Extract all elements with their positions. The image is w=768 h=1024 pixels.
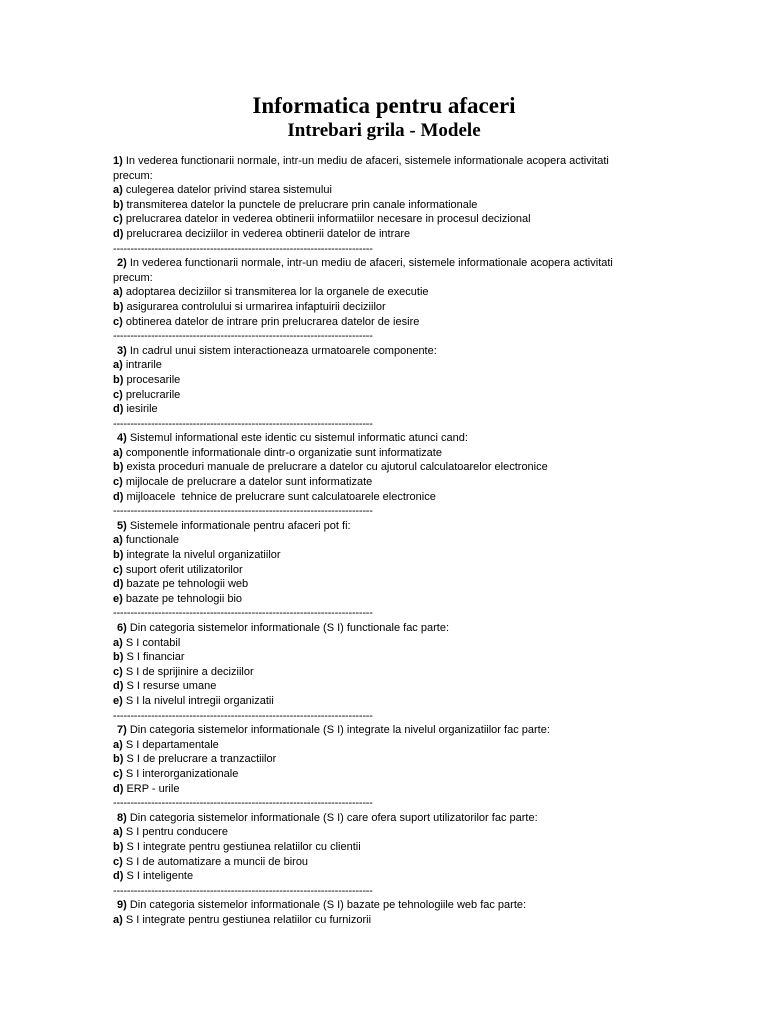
answer-option bbox=[113, 563, 673, 578]
option-letter: b) bbox=[113, 651, 124, 664]
answer-option bbox=[113, 913, 673, 928]
option-letter: c) bbox=[113, 767, 123, 780]
question-text-span: In vederea functionarii normale, intr-un mediu de afaceri, sistemele informationale acopera activitati bbox=[129, 257, 613, 270]
option-letter: a) bbox=[113, 446, 123, 459]
answer-option bbox=[113, 825, 673, 840]
question-4 bbox=[113, 431, 673, 504]
option-text: S I integrate pentru gestiunea relatiilor cu furnizorii bbox=[125, 913, 372, 926]
option-letter: a) bbox=[113, 184, 123, 197]
option-text: mijlocale de prelucrare a datelor sunt informatizate bbox=[125, 476, 373, 489]
option-letter: a) bbox=[113, 738, 123, 751]
question-number: 9) bbox=[117, 899, 127, 912]
option-letter: b) bbox=[113, 840, 124, 853]
question-text bbox=[113, 431, 673, 446]
answer-option bbox=[113, 679, 673, 694]
answer-option bbox=[113, 855, 673, 870]
option-text: S I de prelucrare a tranzactiilor bbox=[126, 753, 277, 766]
question-text-continued bbox=[113, 169, 673, 184]
answer-option bbox=[113, 285, 673, 300]
option-letter: c) bbox=[113, 563, 123, 576]
question-7 bbox=[113, 723, 673, 796]
question-text-span: Din categoria sistemelor informationale (S I) integrate la nivelul organizatiilor fac parte: bbox=[129, 724, 550, 737]
question-list bbox=[113, 154, 673, 927]
question-text-span: precum: bbox=[113, 169, 153, 182]
question-text bbox=[113, 898, 673, 913]
question-6 bbox=[113, 621, 673, 709]
option-letter: b) bbox=[113, 549, 124, 562]
question-text-span: Sistemele informationale pentru afaceri pot fi: bbox=[129, 519, 351, 532]
question-text bbox=[113, 344, 673, 359]
option-text: obtinerea datelor de intrare prin prelucrarea datelor de iesire bbox=[125, 315, 420, 328]
document-subtitle: Intrebari grila - Modele bbox=[287, 120, 481, 141]
option-text: S I de sprijinire a deciziilor bbox=[125, 665, 254, 678]
document-title: Informatica pentru afaceri bbox=[252, 93, 516, 118]
option-text: S I la nivelul intregii organizatii bbox=[125, 694, 274, 707]
question-text-span: Sistemul informational este identic cu sistemul informatic atunci cand: bbox=[129, 432, 468, 445]
option-text: S I departamentale bbox=[125, 738, 219, 751]
question-text-span: In cadrul unui sistem interactioneaza urmatoarele componente: bbox=[129, 344, 437, 357]
answer-option bbox=[113, 227, 673, 242]
option-letter: d) bbox=[113, 680, 124, 693]
answer-option bbox=[113, 767, 673, 782]
option-text: S I interorganizationale bbox=[125, 767, 239, 780]
option-letter: c) bbox=[113, 388, 123, 401]
question-2 bbox=[113, 256, 673, 329]
answer-option bbox=[113, 315, 673, 330]
option-letter: c) bbox=[113, 665, 123, 678]
answer-option bbox=[113, 869, 673, 884]
option-text: prelucrarile bbox=[125, 388, 181, 401]
option-text: S I inteligente bbox=[126, 870, 194, 883]
question-text bbox=[113, 154, 673, 169]
option-letter: b) bbox=[113, 300, 124, 313]
title-block bbox=[0, 92, 768, 143]
question-1 bbox=[113, 154, 673, 242]
option-text: integrate la nivelul organizatiilor bbox=[126, 549, 281, 562]
question-text-span: In vederea functionarii normale, intr-un mediu de afaceri, sistemele informationale acopera activitati bbox=[125, 155, 609, 167]
option-text: suport oferit utilizatorilor bbox=[125, 563, 243, 576]
question-text bbox=[113, 811, 673, 826]
option-letter: a) bbox=[113, 826, 123, 839]
option-text: adoptarea deciziilor si transmiterea lor la organele de executie bbox=[125, 286, 429, 299]
question-text bbox=[113, 723, 673, 738]
question-text-span: precum: bbox=[113, 271, 153, 284]
option-letter: c) bbox=[113, 213, 123, 226]
option-letter: b) bbox=[113, 198, 124, 211]
separator-line: --------------------------------------------------------------------------- bbox=[113, 797, 373, 810]
question-number: 3) bbox=[117, 344, 127, 357]
separator-line: --------------------------------------------------------------------------- bbox=[113, 505, 373, 518]
separator-line: --------------------------------------------------------------------------- bbox=[113, 330, 373, 343]
question-text-span: Din categoria sistemelor informationale (S I) care ofera suport utilizatorilor fac parte: bbox=[129, 811, 538, 824]
option-letter: a) bbox=[113, 359, 123, 372]
question-text-continued bbox=[113, 271, 673, 286]
question-text bbox=[113, 519, 673, 534]
option-letter: e) bbox=[113, 592, 123, 605]
answer-option bbox=[113, 183, 673, 198]
answer-option bbox=[113, 665, 673, 680]
question-number: 5) bbox=[117, 519, 127, 532]
option-letter: d) bbox=[113, 870, 124, 883]
question-number: 8) bbox=[117, 811, 127, 824]
question-8 bbox=[113, 811, 673, 884]
answer-option bbox=[113, 592, 673, 607]
answer-option bbox=[113, 548, 673, 563]
answer-option bbox=[113, 212, 673, 227]
answer-option bbox=[113, 388, 673, 403]
answer-option bbox=[113, 358, 673, 373]
question-number: 6) bbox=[117, 622, 127, 634]
option-text: S I contabil bbox=[125, 636, 181, 649]
question-text bbox=[113, 256, 673, 271]
option-text: prelucrarea deciziilor in vederea obtinerii datelor de intrare bbox=[126, 227, 411, 240]
option-letter: d) bbox=[113, 227, 124, 240]
answer-option bbox=[113, 446, 673, 461]
answer-option bbox=[113, 782, 673, 797]
option-letter: b) bbox=[113, 461, 124, 474]
option-text: componentle informationale dintr-o organizatie sunt informatizate bbox=[125, 446, 442, 459]
option-text: functionale bbox=[125, 534, 180, 547]
separator-line: --------------------------------------------------------------------------- bbox=[113, 607, 373, 620]
option-text: S I financiar bbox=[126, 651, 185, 664]
question-number: 7) bbox=[117, 724, 127, 737]
question-text-span: Din categoria sistemelor informationale (S I) bazate pe tehnologiile web fac parte: bbox=[129, 899, 527, 912]
question-number: 1) bbox=[113, 155, 123, 167]
option-letter: a) bbox=[113, 286, 123, 299]
answer-option bbox=[113, 636, 673, 651]
answer-option bbox=[113, 373, 673, 388]
answer-option bbox=[113, 402, 673, 417]
option-letter: a) bbox=[113, 913, 123, 926]
option-text: intrarile bbox=[125, 359, 162, 372]
separator-line: --------------------------------------------------------------------------- bbox=[113, 884, 373, 897]
option-letter: c) bbox=[113, 855, 123, 868]
option-text: mijloacele tehnice de prelucrare sunt calculatoarele electronice bbox=[126, 490, 436, 503]
option-text: S I de automatizare a muncii de birou bbox=[125, 855, 309, 868]
option-letter: b) bbox=[113, 753, 124, 766]
option-text: S I resurse umane bbox=[126, 680, 217, 693]
option-letter: d) bbox=[113, 490, 124, 503]
question-number: 4) bbox=[117, 432, 127, 445]
answer-option bbox=[113, 738, 673, 753]
option-text: S I integrate pentru gestiunea relatiilor cu clientii bbox=[126, 840, 361, 853]
option-letter: b) bbox=[113, 373, 124, 386]
option-text: iesirile bbox=[126, 403, 158, 416]
answer-option bbox=[113, 694, 673, 709]
answer-option bbox=[113, 533, 673, 548]
option-text: procesarile bbox=[126, 373, 181, 386]
option-letter: d) bbox=[113, 403, 124, 416]
question-9 bbox=[113, 898, 673, 927]
option-text: transmiterea datelor la punctele de prelucrare prin canale informationale bbox=[126, 198, 478, 211]
answer-option bbox=[113, 752, 673, 767]
option-text: S I pentru conducere bbox=[125, 826, 228, 839]
question-text bbox=[113, 621, 673, 636]
question-text-span: Din categoria sistemelor informationale (S I) functionale fac parte: bbox=[129, 622, 449, 634]
option-letter: d) bbox=[113, 782, 124, 795]
answer-option bbox=[113, 840, 673, 855]
separator-line: --------------------------------------------------------------------------- bbox=[113, 709, 373, 722]
answer-option bbox=[113, 577, 673, 592]
option-letter: a) bbox=[113, 534, 123, 547]
answer-option bbox=[113, 198, 673, 213]
separator-line: --------------------------------------------------------------------------- bbox=[113, 417, 373, 430]
option-text: ERP - urile bbox=[126, 782, 180, 795]
answer-option bbox=[113, 490, 673, 505]
option-text: asigurarea controlului si urmarirea infaptuirii deciziilor bbox=[126, 300, 386, 313]
option-letter: e) bbox=[113, 694, 123, 707]
answer-option bbox=[113, 300, 673, 315]
question-number: 2) bbox=[117, 257, 127, 270]
option-text: exista proceduri manuale de prelucrare a datelor cu ajutorul calculatoarelor electronice bbox=[126, 461, 548, 474]
option-text: bazate pe tehnologii bio bbox=[125, 592, 243, 605]
question-3 bbox=[113, 344, 673, 417]
answer-option bbox=[113, 460, 673, 475]
option-text: prelucrarea datelor in vederea obtinerii informatiilor necesare in procesul decizional bbox=[125, 213, 531, 226]
option-letter: a) bbox=[113, 636, 123, 649]
option-letter: d) bbox=[113, 578, 124, 591]
option-letter: c) bbox=[113, 476, 123, 489]
question-5 bbox=[113, 519, 673, 607]
answer-option bbox=[113, 475, 673, 490]
option-text: bazate pe tehnologii web bbox=[126, 578, 249, 591]
separator-line: --------------------------------------------------------------------------- bbox=[113, 242, 373, 255]
option-text: culegerea datelor privind starea sistemului bbox=[125, 184, 332, 197]
option-letter: c) bbox=[113, 315, 123, 328]
answer-option bbox=[113, 650, 673, 665]
